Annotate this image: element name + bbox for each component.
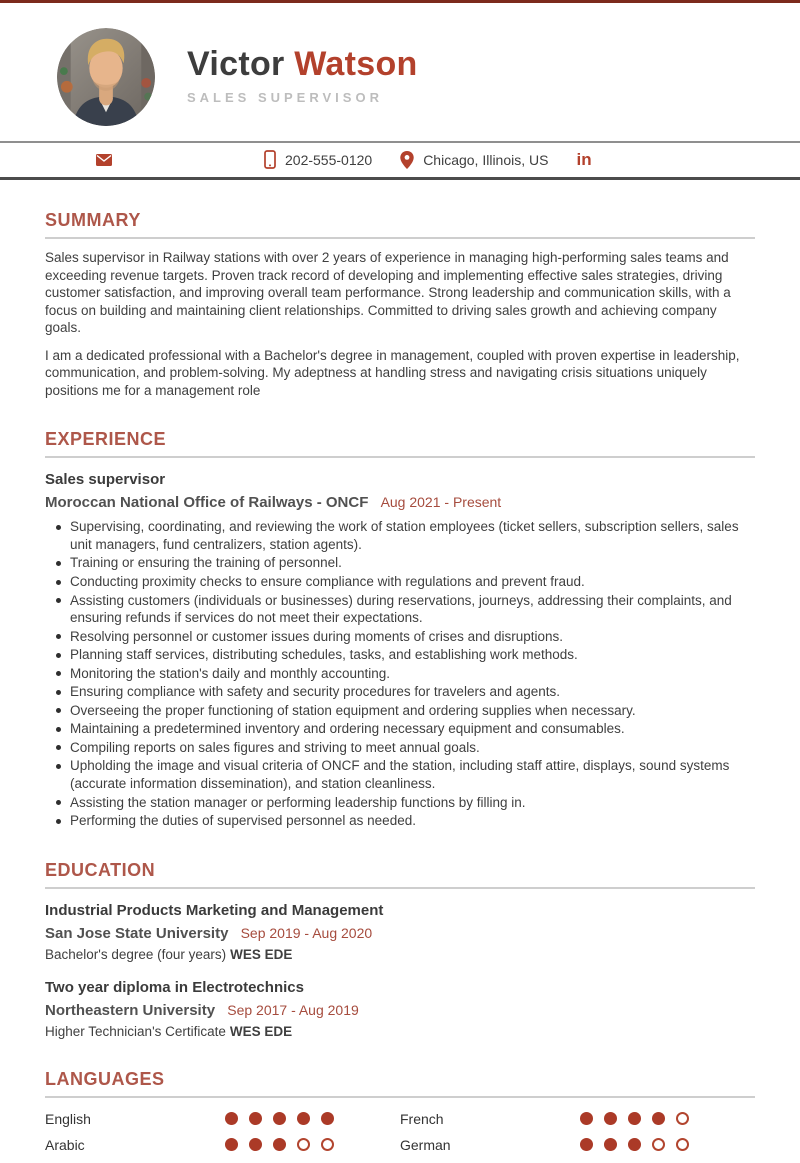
candidate-job-title: SALES SUPERVISOR <box>187 90 383 106</box>
job-bullet: Performing the duties of supervised personnel as needed. <box>70 812 755 830</box>
job-bullet-list <box>45 518 755 829</box>
level-dot-filled <box>249 1138 262 1151</box>
education-school-line <box>45 1002 755 1019</box>
envelope-icon <box>96 154 112 166</box>
education-degree: Two year diploma in Electrotechnics <box>45 978 304 996</box>
language-item <box>45 1111 400 1127</box>
level-dot-filled <box>580 1112 593 1125</box>
education-detail <box>45 1024 755 1039</box>
job-bullet: Assisting the station manager or performing leadership functions by filling in. <box>70 794 755 812</box>
job-bullet: Training or ensuring the training of personnel. <box>70 554 755 572</box>
job-bullet: Upholding the image and visual criteria of ONCF and the station, including staff attire, displays, sound systems (accurate information dissemination), and station cleanliness. <box>70 757 755 792</box>
level-dot-filled <box>652 1112 665 1125</box>
education-heading: EDUCATION <box>45 860 755 889</box>
education-school: San Jose State University <box>45 924 229 942</box>
company-line <box>45 494 755 511</box>
level-dot-empty <box>321 1138 334 1151</box>
level-dot-filled <box>321 1112 334 1125</box>
language-item <box>400 1111 755 1127</box>
location-contact <box>400 151 548 169</box>
level-dot-filled <box>604 1112 617 1125</box>
job-bullet: Assisting customers (individuals or businesses) during reservations, journeys, addressing their complaints, and ensuring refunds if services do not meet their expectations. <box>70 592 755 627</box>
education-entry <box>45 979 755 1039</box>
location-text: Chicago, Illinois, US <box>423 151 549 168</box>
level-dot-empty <box>652 1138 665 1151</box>
job-position: Sales supervisor <box>45 471 166 489</box>
education-dates: Sep 2019 - Aug 2020 <box>240 924 373 941</box>
job-bullet: Conducting proximity checks to ensure compliance with regulations and prevent fraud. <box>70 573 755 591</box>
level-dot-filled <box>225 1138 238 1151</box>
summary-heading: SUMMARY <box>45 210 755 239</box>
job-bullet: Ensuring compliance with safety and security procedures for travelers and agents. <box>70 683 755 701</box>
level-dot-filled <box>297 1112 310 1125</box>
experience-section <box>45 429 755 829</box>
education-detail <box>45 947 755 962</box>
level-dot-filled <box>225 1112 238 1125</box>
resume-body <box>0 210 800 1163</box>
name-block <box>187 28 418 126</box>
email-icon[interactable] <box>96 154 112 166</box>
education-school: Northeastern University <box>45 1001 216 1019</box>
level-dot-filled <box>628 1112 641 1125</box>
language-level-dots <box>225 1112 334 1125</box>
first-name: Victor <box>187 45 285 83</box>
education-section <box>45 860 755 1039</box>
language-item <box>45 1137 400 1153</box>
summary-section <box>45 210 755 399</box>
experience-heading: EXPERIENCE <box>45 429 755 458</box>
job-bullet: Planning staff services, distributing schedules, tasks, and establishing work methods. <box>70 646 755 664</box>
language-name: English <box>45 1110 91 1127</box>
language-name: French <box>400 1110 444 1127</box>
level-dot-filled <box>604 1138 617 1151</box>
resume-header <box>0 3 800 126</box>
profile-photo <box>57 28 155 126</box>
job-bullet: Supervising, coordinating, and reviewing the work of station employees (ticket sellers, subscription sellers, sales unit managers, fund centralizers, station agents). <box>70 518 755 553</box>
languages-grid <box>45 1111 755 1163</box>
job-bullet: Resolving personnel or customer issues during moments of crises and disruptions. <box>70 628 755 646</box>
level-dot-empty <box>297 1138 310 1151</box>
language-name: German <box>400 1136 451 1153</box>
summary-paragraph-2: I am a dedicated professional with a Bachelor's degree in management, coupled with proven expertise in leadership, communication, and problem-solving. My adeptness at handling stress and navigating crisis situations uniquely positions me for a management role <box>45 347 740 398</box>
languages-section <box>45 1069 755 1163</box>
phone-number: 202-555-0120 <box>285 151 373 168</box>
job-bullet: Monitoring the station's daily and monthly accounting. <box>70 665 755 683</box>
education-school-line <box>45 925 755 942</box>
phone-contact <box>264 150 372 169</box>
job-bullet: Compiling reports on sales figures and striving to meet annual goals. <box>70 739 755 757</box>
last-name: Watson <box>294 45 418 83</box>
contact-bar <box>0 141 800 180</box>
level-dot-filled <box>580 1138 593 1151</box>
job-dates: Aug 2021 - Present <box>380 494 502 511</box>
level-dot-filled <box>249 1112 262 1125</box>
level-dot-empty <box>676 1112 689 1125</box>
job-bullet: Overseeing the proper functioning of station equipment and ordering supplies when necessary. <box>70 702 755 720</box>
level-dot-empty <box>676 1138 689 1151</box>
profile-photo-image <box>57 28 155 126</box>
education-detail-suffix: WES EDE <box>229 1023 293 1039</box>
job-bullet: Maintaining a predetermined inventory and ordering necessary equipment and consumables. <box>70 720 755 738</box>
education-dates: Sep 2017 - Aug 2019 <box>227 1001 359 1018</box>
languages-heading: LANGUAGES <box>45 1069 755 1098</box>
language-item <box>400 1137 755 1153</box>
linkedin-icon[interactable]: in <box>576 150 592 169</box>
language-level-dots <box>225 1138 334 1151</box>
education-degree: Industrial Products Marketing and Management <box>45 901 384 919</box>
location-pin-icon <box>400 151 414 169</box>
summary-paragraph-1: Sales supervisor in Railway stations with over 2 years of experience in managing high-performing sales teams and exceeding revenue targets. Proven track record of developing and implementing effective sales strategies, driving customer satisfaction, and improving overall team performance. Strong leadership and communication skills, with a focus on building and maintaining client relationships. Committed to driving sales growth and achieving company goals. <box>45 250 731 336</box>
language-level-dots <box>580 1112 689 1125</box>
level-dot-filled <box>273 1138 286 1151</box>
level-dot-filled <box>273 1112 286 1125</box>
education-detail-text: Bachelor's degree (four years) <box>45 946 227 962</box>
education-detail-suffix: WES EDE <box>230 946 293 962</box>
phone-icon <box>264 150 276 169</box>
language-level-dots <box>580 1138 689 1151</box>
education-entry <box>45 902 755 962</box>
level-dot-filled <box>628 1138 641 1151</box>
language-name: Arabic <box>45 1136 85 1153</box>
education-detail-text: Higher Technician's Certificate <box>45 1023 226 1039</box>
candidate-name <box>187 46 418 83</box>
company-name: Moroccan National Office of Railways - ONCF <box>45 494 369 512</box>
